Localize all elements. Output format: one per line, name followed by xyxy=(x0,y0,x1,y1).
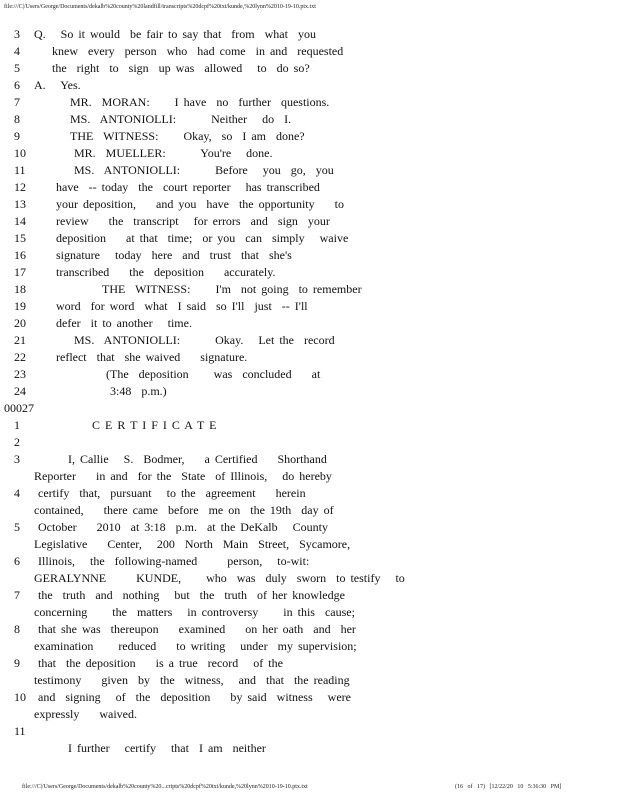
line-number: 10 xyxy=(14,690,26,704)
line-text: defer it to another time. xyxy=(56,316,192,330)
line-number: 17 xyxy=(14,265,26,279)
line-number: 6 xyxy=(14,78,20,92)
transcript-line xyxy=(0,417,618,434)
line-text: MS. ANTONIOLLI: Okay. Let the record xyxy=(74,333,335,347)
line-number: 2 xyxy=(14,435,20,449)
line-number: 11 xyxy=(14,163,26,177)
line-text: contained, there came before me on the 19th day of xyxy=(34,503,334,517)
line-text: the right to sign up was allowed to do so? xyxy=(52,61,310,75)
transcript-line xyxy=(0,740,618,757)
transcript-page xyxy=(0,26,618,757)
transcript-line xyxy=(0,162,618,179)
transcript-line xyxy=(0,519,618,536)
transcript-line xyxy=(0,77,618,94)
transcript-line xyxy=(0,672,618,689)
line-text: MR. MUELLER: You're done. xyxy=(74,146,273,160)
line-text: transcribed the deposition accurately. xyxy=(56,265,276,279)
transcript-line xyxy=(0,502,618,519)
line-text: expressly waived. xyxy=(34,707,137,721)
line-text: A. Yes. xyxy=(34,78,81,92)
transcript-line xyxy=(0,434,618,451)
transcript-line xyxy=(0,366,618,383)
line-number: 14 xyxy=(14,214,26,228)
transcript-line xyxy=(0,145,618,162)
line-text: testimony given by the witness, and that the reading xyxy=(34,673,350,687)
line-text: (The deposition was concluded at xyxy=(106,367,321,381)
line-text: reflect that she waived signature. xyxy=(56,350,248,364)
transcript-line xyxy=(0,179,618,196)
line-text: Legislative Center, 200 North Main Street, Sycamore, xyxy=(34,537,351,551)
line-number: 6 xyxy=(14,554,20,568)
transcript-line xyxy=(0,26,618,43)
line-number: 19 xyxy=(14,299,26,313)
line-number: 4 xyxy=(14,486,20,500)
line-text: 3:48 p.m.) xyxy=(110,384,167,398)
line-text: October 2010 at 3:18 p.m. at the DeKalb County xyxy=(38,520,328,534)
transcript-line xyxy=(0,553,618,570)
line-number: 9 xyxy=(14,129,20,143)
line-text: examination reduced to writing under my supervision; xyxy=(34,639,357,653)
transcript-line xyxy=(0,349,618,366)
transcript-line xyxy=(0,536,618,553)
line-text: MS. ANTONIOLLI: Before you go, you xyxy=(74,163,334,177)
line-text: THE WITNESS: Okay, so I am done? xyxy=(70,129,305,143)
line-text: I further certify that I am neither xyxy=(68,741,266,755)
line-number: 8 xyxy=(14,112,20,126)
transcript-line xyxy=(0,638,618,655)
line-number: 4 xyxy=(14,44,20,58)
transcript-line xyxy=(0,213,618,230)
line-text: review the transcript for errors and sign your xyxy=(56,214,330,228)
line-number: 20 xyxy=(14,316,26,330)
line-number: 8 xyxy=(14,622,20,636)
line-text: word for word what I said so I'll just -- I'll xyxy=(56,299,308,313)
line-text: that the deposition is a true record of the xyxy=(38,656,283,670)
line-number: 5 xyxy=(14,520,20,534)
line-number: 16 xyxy=(14,248,26,262)
transcript-line xyxy=(0,332,618,349)
transcript-line xyxy=(0,706,618,723)
line-text: Q. So it would be fair to say that from what you xyxy=(34,27,316,41)
line-number: 22 xyxy=(14,350,26,364)
line-number: 21 xyxy=(14,333,26,347)
transcript-line xyxy=(0,230,618,247)
line-text: signature today here and trust that she's xyxy=(56,248,292,262)
page-number: 00027 xyxy=(4,401,34,415)
line-text: the truth and nothing but the truth of her knowledge xyxy=(38,588,345,602)
line-text: Illinois, the following-named person, to-wit: xyxy=(38,554,310,568)
line-text: MS. ANTONIOLLI: Neither do I. xyxy=(70,112,292,126)
footer-file-path: file:///C|/Users/George/Documents/dekalb%20county%20...cripts%20dcpf%20txt/kunde,%20lynn%2010-19-10.ptx.txt xyxy=(22,784,308,790)
line-text: C E R T I F I C A T E xyxy=(92,418,217,432)
transcript-line xyxy=(0,485,618,502)
transcript-line xyxy=(0,94,618,111)
line-text: and signing of the deposition by said witness were xyxy=(38,690,351,704)
transcript-line xyxy=(0,111,618,128)
line-number: 12 xyxy=(14,180,26,194)
line-number: 3 xyxy=(14,27,20,41)
line-number: 3 xyxy=(14,452,20,466)
transcript-line xyxy=(0,570,618,587)
line-text: knew every person who had come in and requested xyxy=(52,44,344,58)
line-number: 1 xyxy=(14,418,20,432)
transcript-line xyxy=(0,468,618,485)
transcript-line xyxy=(0,655,618,672)
line-number: 13 xyxy=(14,197,26,211)
line-text: concerning the matters in controversy in this cause; xyxy=(34,605,355,619)
transcript-line xyxy=(0,298,618,315)
line-number: 9 xyxy=(14,656,20,670)
line-text: deposition at that time; or you can simply waive xyxy=(56,231,349,245)
transcript-line xyxy=(0,689,618,706)
line-text: certify that, pursuant to the agreement herein xyxy=(38,486,306,500)
header-file-path: file:///C|/Users/George/Documents/dekalb%20county%20landfill/transcripts%20dcpf%20txt/kunde,%20lynn%2010-19-10.ptx.txt xyxy=(4,4,316,10)
line-number: 7 xyxy=(14,588,20,602)
transcript-line xyxy=(0,128,618,145)
line-number: 18 xyxy=(14,282,26,296)
line-text: that she was thereupon examined on her oath and her xyxy=(38,622,356,636)
line-text: Reporter in and for the State of Illinois, do hereby xyxy=(34,469,332,483)
transcript-line xyxy=(0,723,618,740)
transcript-line xyxy=(0,383,618,400)
footer-page-info: (16 of 17) [12/22/20 10 5:36:30 PM] xyxy=(455,784,562,790)
transcript-line xyxy=(0,451,618,468)
transcript-line xyxy=(0,621,618,638)
transcript-line xyxy=(0,43,618,60)
line-number: 11 xyxy=(14,724,26,738)
transcript-line xyxy=(0,247,618,264)
line-text: THE WITNESS: I'm not going to remember xyxy=(102,282,362,296)
transcript-line xyxy=(0,60,618,77)
transcript-line xyxy=(0,315,618,332)
line-number: 15 xyxy=(14,231,26,245)
line-number: 24 xyxy=(14,384,26,398)
transcript-line xyxy=(0,264,618,281)
line-number: 23 xyxy=(14,367,26,381)
transcript-line xyxy=(0,281,618,298)
line-number: 5 xyxy=(14,61,20,75)
line-text: your deposition, and you have the opportunity to xyxy=(56,197,344,211)
transcript-line xyxy=(0,587,618,604)
line-text: GERALYNNE KUNDE, who was duly sworn to testify to xyxy=(34,571,405,585)
line-text: MR. MORAN: I have no further questions. xyxy=(70,95,330,109)
line-text: have -- today the court reporter has transcribed xyxy=(56,180,320,194)
transcript-line xyxy=(0,604,618,621)
line-number: 7 xyxy=(14,95,20,109)
line-number: 10 xyxy=(14,146,26,160)
line-text: I, Callie S. Bodmer, a Certified Shorthand xyxy=(68,452,327,466)
transcript-line xyxy=(0,196,618,213)
transcript-line xyxy=(0,400,618,417)
